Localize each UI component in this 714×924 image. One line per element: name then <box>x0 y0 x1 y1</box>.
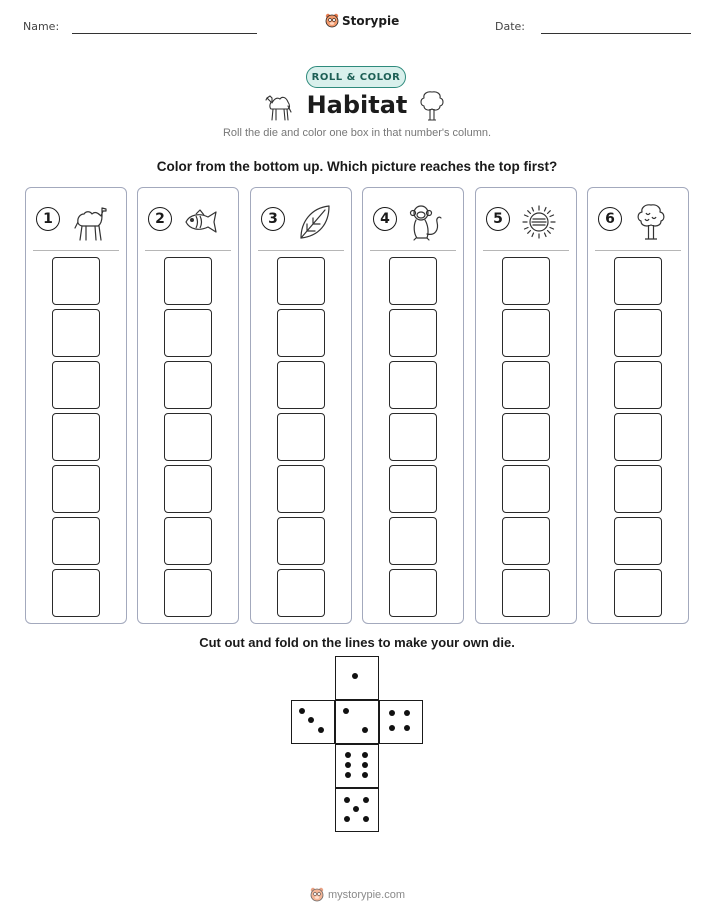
color-box[interactable] <box>389 309 437 357</box>
brand-name: Storypie <box>342 14 400 28</box>
die-pip <box>318 727 324 733</box>
color-box[interactable] <box>277 569 325 617</box>
instruction: Color from the bottom up. Which picture reaches the top first? <box>156 159 558 174</box>
color-box[interactable] <box>502 517 550 565</box>
die-pip <box>363 816 369 822</box>
column-header <box>36 202 118 242</box>
color-box[interactable] <box>502 569 550 617</box>
column-header <box>373 202 455 242</box>
color-box[interactable] <box>502 361 550 409</box>
activity-tag: ROLL & COLOR <box>306 66 406 88</box>
color-box[interactable] <box>389 361 437 409</box>
color-box[interactable] <box>502 413 550 461</box>
storypie-mascot-icon <box>325 13 339 29</box>
column-header <box>261 202 343 242</box>
roll-columns <box>25 187 689 624</box>
color-box[interactable] <box>389 465 437 513</box>
die-pip <box>344 816 350 822</box>
color-box[interactable] <box>614 465 662 513</box>
die-pip <box>362 727 368 733</box>
die-face-5 <box>335 788 379 832</box>
color-box[interactable] <box>389 257 437 305</box>
die-instruction: Cut out and fold on the lines to make your own die. <box>199 635 515 650</box>
column-divider <box>370 250 456 251</box>
leaf-icon <box>293 202 335 242</box>
column-divider <box>258 250 344 251</box>
column-number: 1 <box>36 207 60 231</box>
page-title: Habitat <box>306 91 408 119</box>
camel-icon <box>68 202 110 242</box>
die-pip <box>404 725 410 731</box>
die-pip <box>404 710 410 716</box>
column-number: 6 <box>598 207 622 231</box>
color-box[interactable] <box>614 413 662 461</box>
die-face-1 <box>335 656 379 700</box>
color-box[interactable] <box>277 465 325 513</box>
color-box[interactable] <box>164 309 212 357</box>
die-pip <box>345 762 351 768</box>
die-pip <box>345 752 351 758</box>
column-2 <box>137 187 239 624</box>
column-header <box>148 202 230 242</box>
color-box[interactable] <box>164 361 212 409</box>
die-face-6 <box>335 744 379 788</box>
subtitle: Roll the die and color one box in that number's column. <box>222 127 492 139</box>
color-box[interactable] <box>164 465 212 513</box>
color-box[interactable] <box>502 309 550 357</box>
date-write-line[interactable] <box>541 33 691 34</box>
color-box[interactable] <box>52 569 100 617</box>
color-box[interactable] <box>277 517 325 565</box>
die-pip <box>345 772 351 778</box>
die-pip <box>353 806 359 812</box>
column-header <box>598 202 680 242</box>
column-6 <box>587 187 689 624</box>
column-divider <box>145 250 231 251</box>
color-box[interactable] <box>164 517 212 565</box>
column-3 <box>250 187 352 624</box>
die-pip <box>362 752 368 758</box>
column-number: 2 <box>148 207 172 231</box>
column-header <box>486 202 568 242</box>
name-label: Name: <box>23 20 60 33</box>
color-box[interactable] <box>52 465 100 513</box>
tree-icon <box>630 202 672 242</box>
color-box[interactable] <box>277 413 325 461</box>
color-box[interactable] <box>277 257 325 305</box>
die-pip <box>389 725 395 731</box>
color-box[interactable] <box>52 413 100 461</box>
name-write-line[interactable] <box>72 33 257 34</box>
brand-logo <box>325 13 399 29</box>
color-box[interactable] <box>614 569 662 617</box>
color-box[interactable] <box>614 517 662 565</box>
color-box[interactable] <box>52 309 100 357</box>
column-divider <box>33 250 119 251</box>
color-box[interactable] <box>502 465 550 513</box>
column-4 <box>362 187 464 624</box>
color-box[interactable] <box>614 257 662 305</box>
color-box[interactable] <box>389 413 437 461</box>
date-label: Date: <box>495 20 525 33</box>
footer-site: mystorypie.com <box>328 889 406 901</box>
die-pip <box>343 708 349 714</box>
color-box[interactable] <box>277 309 325 357</box>
color-box[interactable] <box>614 361 662 409</box>
fish-icon <box>180 202 222 242</box>
color-box[interactable] <box>164 257 212 305</box>
die-pip <box>362 772 368 778</box>
die-pip <box>389 710 395 716</box>
footer <box>310 887 405 903</box>
color-box[interactable] <box>164 413 212 461</box>
column-number: 4 <box>373 207 397 231</box>
die-pip <box>362 762 368 768</box>
color-box[interactable] <box>277 361 325 409</box>
die-pip <box>352 673 358 679</box>
color-box[interactable] <box>164 569 212 617</box>
die-face-4 <box>379 700 423 744</box>
column-number: 3 <box>261 207 285 231</box>
die-pip <box>344 797 350 803</box>
sun-icon <box>518 202 560 242</box>
column-divider <box>483 250 569 251</box>
column-number: 5 <box>486 207 510 231</box>
color-box[interactable] <box>389 569 437 617</box>
color-box[interactable] <box>52 361 100 409</box>
storypie-mascot-icon <box>310 887 324 903</box>
tree-icon <box>416 89 448 123</box>
color-box[interactable] <box>52 517 100 565</box>
column-1 <box>25 187 127 624</box>
column-divider <box>595 250 681 251</box>
color-box[interactable] <box>502 257 550 305</box>
die-pip <box>363 797 369 803</box>
die-pip <box>299 708 305 714</box>
die-face-2 <box>335 700 379 744</box>
column-5 <box>475 187 577 624</box>
color-box[interactable] <box>614 309 662 357</box>
die-pip <box>308 717 314 723</box>
color-box[interactable] <box>52 257 100 305</box>
die-face-3 <box>291 700 335 744</box>
monkey-icon <box>405 202 447 242</box>
color-box[interactable] <box>389 517 437 565</box>
